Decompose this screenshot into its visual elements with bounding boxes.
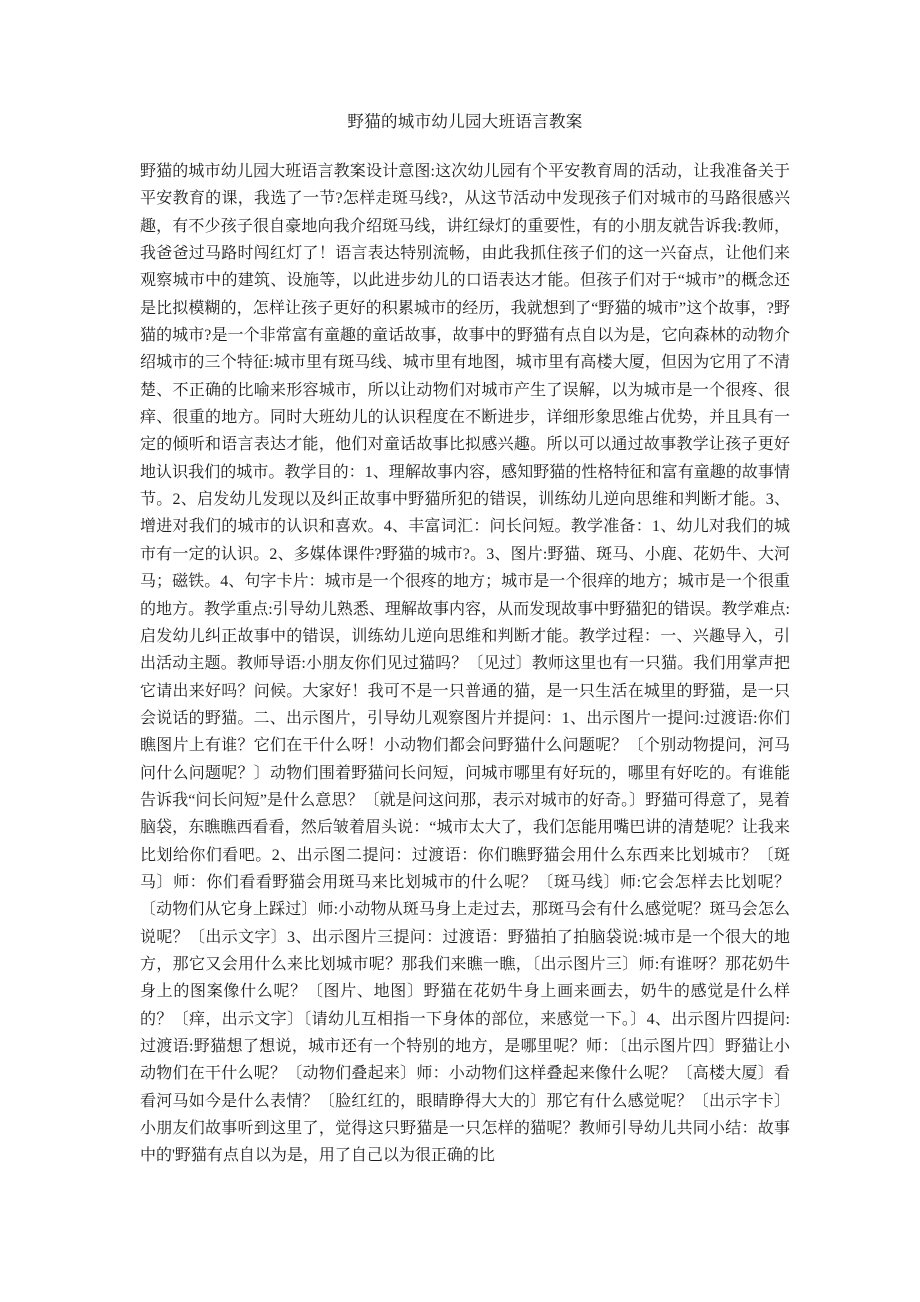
document-body-text: 野猫的城市幼儿园大班语言教案设计意图:这次幼儿园有个平安教育周的活动，让我准备关于平安教育的课，我选了一节?怎样走斑马线?，从这节活动中发现孩子们对城市的马路很感兴趣，有不少孩子很自豪地向我介绍斑马线，讲红绿灯的重要性，有的小朋友就告诉我:教师，我爸爸过马路时闯红灯了！语言表达特别流畅，由此我抓住孩子们的这一兴奋点，让他们来观察城市中的建筑、设施等，以此进步幼儿的口语表达才能。但孩子们对于“城市”的概念还是比拟模糊的，怎样让孩子更好的积累城市的经历，我就想到了“野猫的城市”这个故事，?野猫的城市?是一个非常富有童趣的童话故事，故事中的野猫有点自以为是，它向森林的动物介绍城市的三个特征:城市里有斑马线、城市里有地图，城市里有高楼大厦，但因为它用了不清楚、不正确的比喻来形容城市，所以让动物们对城市产生了误解，以为城市是一个很疼、很痒、很重的地方。同时大班幼儿的认识程度在不断进步，详细形象思维占优势，并且具有一定的倾听和语言表达才能，他们对童话故事比拟感兴趣。所以可以通过故事教学让孩子更好地认识我们的城市。教学目的：1、理解故事内容，感知野猫的性格特征和富有童趣的故事情节。2、启发幼儿发现以及纠正故事中野猫所犯的错误，训练幼儿逆向思维和判断才能。3、增进对我们的城市的认识和喜欢。4、丰富词汇：问长问短。教学准备：1、幼儿对我们的城市有一定的认识。2、多媒体课件?野猫的城市?。3、图片:野猫、斑马、小鹿、花奶牛、大河马；磁铁。4、句字卡片：城市是一个很疼的地方；城市是一个很痒的地方；城市是一个很重的地方。教学重点:引导幼儿熟悉、理解故事内容，从而发现故事中野猫犯的错误。教学难点:启发幼儿纠正故事中的错误，训练幼儿逆向思维和判断才能。教学过程：一、兴趣导入，引出活动主题。教师导语:小朋友你们见过猫吗？〔见过〕教师这里也有一只猫。我们用掌声把它请出来好吗？问候。大家好！我可不是一只普通的猫，是一只生活在城里的野猫，是一只会说话的野猫。二、出示图片，引导幼儿观察图片并提问：1、出示图片一提问:过渡语:你们瞧图片上有谁？它们在干什么呀！小动物们都会问野猫什么问题呢？〔个别动物提问，河马问什么问题呢？〕动物们围着野猫问长问短，问城市哪里有好玩的，哪里有好吃的。有谁能告诉我“问长问短”是什么意思？〔就是问这问那，表示对城市的好奇。〕野猫可得意了，晃着脑袋，东瞧瞧西看看，然后皱着眉头说：“城市太大了，我们怎能用嘴巴讲的清楚呢？让我来比划给你们看吧。2、出示图二提问：过渡语：你们瞧野猫会用什么东西来比划城市？〔斑马〕师：你们看看野猫会用斑马来比划城市的什么呢？〔斑马线〕师:它会怎样去比划呢？〔动物们从它身上踩过〕师:小动物从斑马身上走过去，那斑马会有什么感觉呢？斑马会怎么说呢？〔出示文字〕3、出示图片三提问：过渡语：野猫拍了拍脑袋说:城市是一个很大的地方，那它又会用什么来比划城市呢？那我们来瞧一瞧，〔出示图片三〕师:有谁呀？那花奶牛身上的图案像什么呢？〔图片、地图〕野猫在花奶牛身上画来画去，奶牛的感觉是什么样的？〔痒，出示文字〕〔请幼儿互相指一下身体的部位，来感觉一下。〕4、出示图片四提问:过渡语:野猫想了想说，城市还有一个特别的地方，是哪里呢？师：〔出示图片四〕野猫让小动物们在干什么呢？〔动物们叠起来〕师：小动物们这样叠起来像什么呢？〔高楼大厦〕看看河马如今是什么表情？〔脸红红的，眼睛睁得大大的〕那它有什么感觉呢？〔出示字卡〕小朋友们故事听到这里了，觉得这只野猫是一只怎样的猫呢？教师引导幼儿共同小结：故事中的'野猫有点自以为是，用了自己以为很正确的比 bbox=[140, 163, 790, 1165]
page-title: 野猫的城市幼儿园大班语言教案 bbox=[347, 112, 583, 131]
